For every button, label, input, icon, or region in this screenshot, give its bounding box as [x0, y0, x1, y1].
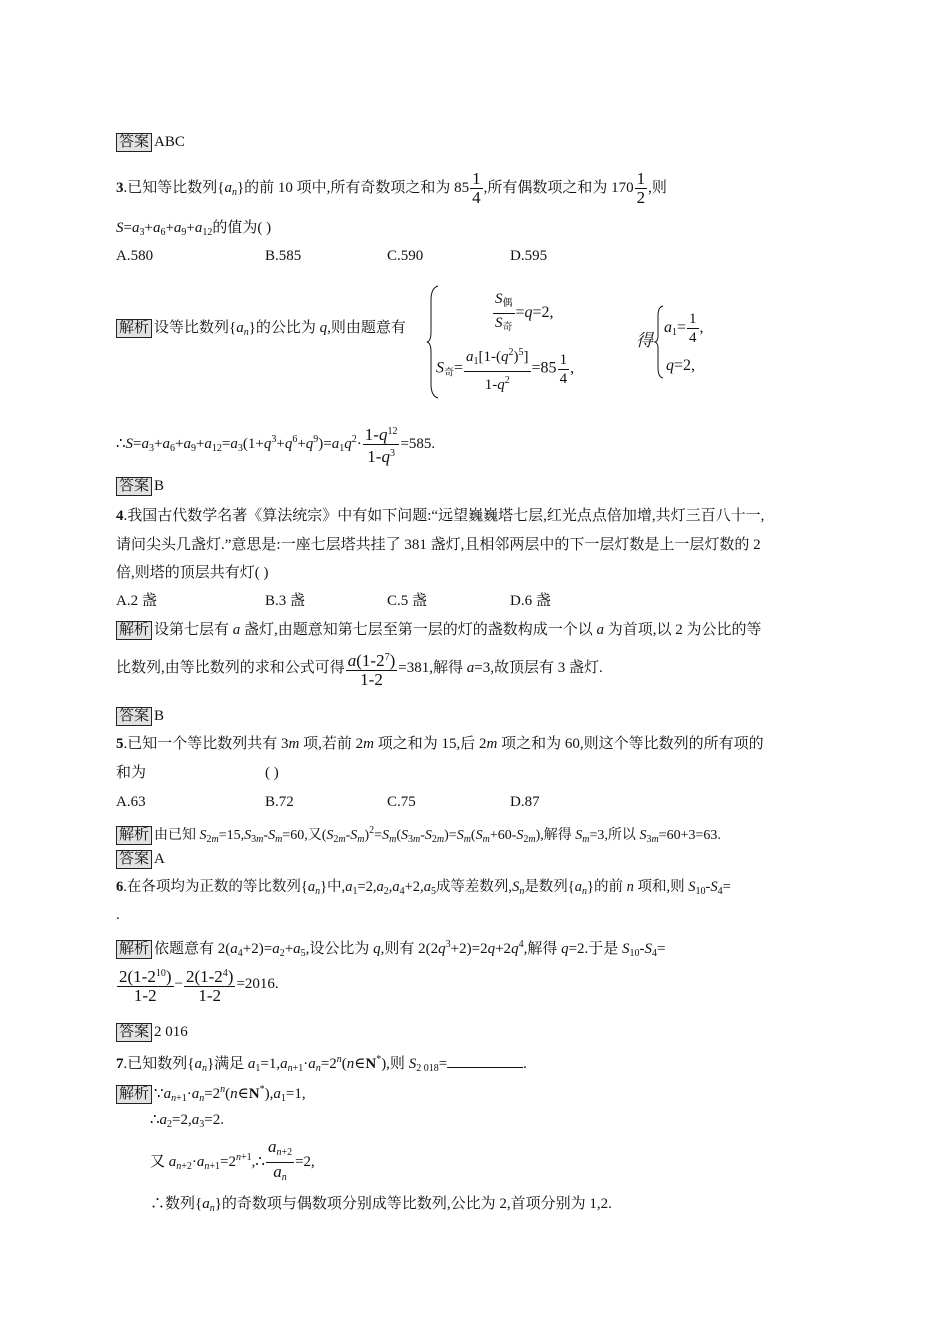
q5-paren: ( ): [265, 765, 279, 781]
option-a: A.580: [116, 248, 154, 264]
system2-eq2: q=2,: [666, 357, 696, 374]
q4-analysis-line2: 比数列,由等比数列的求和公式可得 $\frac{a(1-2^7)}{1-2}$ =381,解得 a=3,故顶层有 3 盏灯.: [116, 650, 603, 689]
q4-stem-line3: 倍,则塔的顶层共有灯( ): [116, 565, 269, 581]
answer-value: B: [154, 708, 165, 724]
q7-analysis-line1: 解析 $\because a_{n+1}\cdot a_n=2^n(n\in N^*),a_1=1$,: [116, 1080, 306, 1109]
q5-answer-line: [116, 849, 165, 869]
option-d: D.595: [510, 248, 548, 264]
analysis-tag: 解析: [116, 621, 152, 640]
q3-conclusion-line: $\therefore S=a_3+a_6+a_9+a_{12}=a_3(1+q^3+q^6+q^9)=a_1q^2\cdot$ $\frac{1-q^{12}}{1-q^3}$ =585.: [116, 425, 436, 467]
q4-analysis-line1: 解析 设第七层有 a 盏灯,由题意知第七层至第一层的灯的盏数构成一个以 a 为首项,以 2 为公比的等: [116, 620, 762, 640]
answer-tag: 答案: [116, 477, 152, 496]
de-word: 得: [636, 331, 653, 350]
fraction: $\frac{1}{4}$: [472, 169, 481, 208]
q3-stem-line2: $S=a_3+a_6+a_9+a_{12}$的值为( ): [116, 220, 272, 238]
q3-analysis-line: 解析 设等比数列$\{a_n\}$的公比为 q,则由题意有: [116, 318, 406, 343]
option-b: B.585: [265, 248, 302, 264]
q7-analysis-line4: ∴数列$\{a_n\}$的奇数项与偶数项分别成等比数列,公比为 2,首项分别为 1,2.: [150, 1196, 612, 1214]
answer-value: A: [154, 851, 165, 867]
option-a: A.2 盏: [116, 593, 157, 609]
option-c: C.75: [387, 794, 416, 810]
system2-eq1: $a_1=$ $\frac{1}{4}$ ,: [664, 311, 704, 346]
q6-stem-line2: .: [116, 907, 120, 923]
fraction: $\frac{1}{2}$: [636, 169, 646, 208]
answer-tag: 答案: [116, 133, 152, 152]
answer-tag: 答案: [116, 707, 152, 726]
option-c: C.590: [387, 248, 424, 264]
system-eq1: $\frac{S_偶}{S_奇}$ =q=2,: [495, 291, 554, 333]
q5-stem-line1: 5.已知一个等比数列共有 3m 项,若前 2m 项之和为 15,后 2m 项之和为 60,则这个等比数列的所有项的: [116, 736, 764, 752]
option-c: C.5 盏: [387, 593, 428, 609]
left-brace-icon: [654, 304, 664, 380]
q4-stem-line1: 4.我国古代数学名著《算法统宗》中有如下问题:“远望巍巍塔七层,红光点点倍加增,共灯三百八十一,: [116, 508, 765, 524]
answer-value: 2 016: [154, 1024, 188, 1040]
q2-answer-line: [116, 132, 185, 152]
q7-analysis-line3: 又 $a_{n+2}\cdot a_{n+1}=2^{n+1},\therefore$ $\frac{a_{n+2}}{a_n}$ =2,: [150, 1137, 315, 1184]
q7-stem-line: 7.已知数列$\{a_n\}$满足 $a_1=1,a_{n+1}\cdot a_n=2^n(n\in N^*)$,则 $S_{2 018}=$ .: [116, 1054, 527, 1074]
answer-tag: 答案: [116, 850, 152, 869]
analysis-tag: 解析: [116, 940, 152, 959]
q3-answer-line: [116, 476, 164, 496]
option-a: A.63: [116, 794, 146, 810]
q4-answer-line: [116, 706, 164, 726]
answer-value: ABC: [154, 134, 185, 150]
q7-analysis-line2: $\therefore a_2=2,a_3=2$.: [150, 1112, 224, 1130]
q6-analysis-line1: 解析 依题意有 $2(a_4+2)=a_2+a_5$,设公比为 q,则有 $2(2q^3+2)=2q+2q^4$,解得 q=2.于是 $S_{10}-S_4=$: [116, 935, 666, 964]
system-eq2: $S_奇=$ $\frac{a_1[1-(q^2)^5]}{1-q^2}$ =85 $\frac{1}{4}$ ,: [436, 344, 574, 394]
option-b: B.72: [265, 794, 294, 810]
q5-analysis-line: 解析 由已知 $S_{2m}=15,S_{3m}-S_m=60$,又$(S_{2m}-S_m)^2=S_m(S_{3m}-S_{2m})=S_m(S_m+60-S_{2m})$,解得 $S_m=3$,所以 $S_{3m}=60+3=63$.: [116, 821, 721, 850]
analysis-tag: 解析: [116, 319, 152, 338]
q6-analysis-line2: $\frac{2(1-2^{10})}{1-2}$ − $\frac{2(1-2^4)}{1-2}$ =2016.: [119, 966, 279, 1005]
answer-blank: [447, 1053, 523, 1068]
question-number: 3: [116, 180, 124, 196]
q5-stem-line2: 和为: [116, 765, 147, 781]
answer-value: B: [154, 478, 165, 494]
q6-answer-line: [116, 1022, 188, 1042]
analysis-tag: 解析: [116, 826, 152, 845]
option-d: D.87: [510, 794, 540, 810]
q4-stem-line2: 请问尖头几盏灯.”意思是:一座七层塔共挂了 381 盏灯,且相邻两层中的下一层灯数是上一层灯数的 2: [116, 537, 761, 553]
option-b: B.3 盏: [265, 593, 306, 609]
analysis-tag: 解析: [116, 1085, 152, 1104]
answer-tag: 答案: [116, 1023, 152, 1042]
option-d: D.6 盏: [510, 593, 551, 609]
q3-stem-line1: 3.已知等比数列$\{a_n\}$的前 10 项中,所有奇数项之和为 85 $\frac{1}{4}$ ,所有偶数项之和为 170 $\frac{1}{2}$ ,则: [116, 169, 667, 208]
q6-stem-line1: 6.在各项均为正数的等比数列$\{a_n\}$中$,a_1=2,a_2,a_4+2,a_5$成等差数列$,S_n$是数列$\{a_n\}$的前 n 项和,则 $S_{10}-S_4=$: [116, 879, 731, 897]
